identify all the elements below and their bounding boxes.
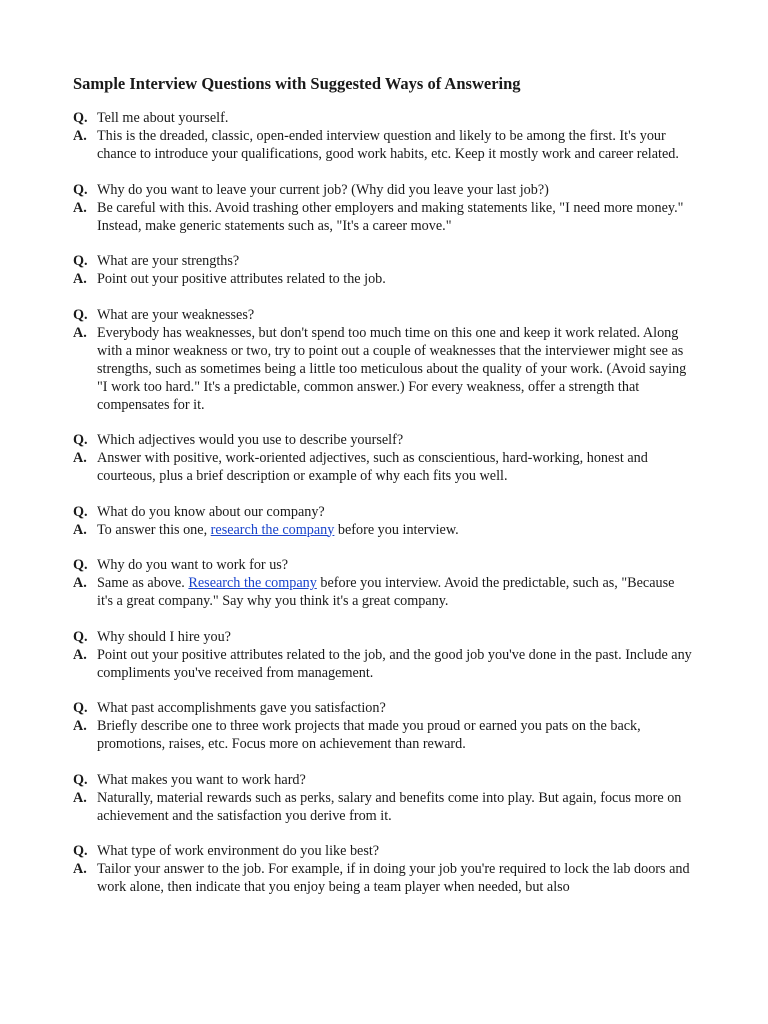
answer-marker: A. — [73, 324, 87, 341]
answer-text: Point out your positive attributes related to the job. — [97, 271, 386, 287]
answer-marker: A. — [73, 271, 87, 287]
question-marker: Q. — [73, 306, 88, 323]
qa-item — [73, 556, 693, 610]
question-row — [73, 109, 693, 127]
question-text: Which adjectives would you use to describe yourself? — [97, 432, 404, 448]
question-row — [73, 771, 693, 789]
question-text: What are your strengths? — [97, 253, 240, 269]
question-text: Why do you want to leave your current job? (Why did you leave your last job?) — [97, 181, 549, 198]
answer-marker: A. — [73, 646, 87, 663]
question-row — [73, 503, 693, 521]
qa-item — [73, 109, 693, 163]
question-text: What past accomplishments gave you satisfaction? — [97, 700, 386, 716]
document-title: Sample Interview Questions with Suggested Ways of Answering — [73, 74, 521, 93]
answer-row — [73, 324, 693, 414]
answer-marker: A. — [73, 718, 87, 734]
answer-marker: A. — [73, 199, 87, 216]
qa-item — [73, 181, 693, 235]
document-page — [73, 73, 693, 914]
question-text: Why should I hire you? — [97, 628, 231, 645]
answer-text-after: before you interview. Avoid the predictable, such as, "Because it's a great company." Say why you think it's a great company. — [97, 575, 675, 609]
question-marker: Q. — [73, 700, 88, 716]
answer-marker: A. — [73, 789, 87, 806]
answer-text-after: before you interview. — [334, 521, 459, 538]
question-text: What type of work environment do you like best? — [97, 843, 380, 859]
question-marker: Q. — [73, 771, 88, 788]
answer-row — [73, 717, 693, 753]
question-marker: Q. — [73, 253, 88, 269]
answer-row — [73, 789, 693, 825]
qa-item — [73, 252, 693, 288]
answer-text: Be careful with this. Avoid trashing other employers and making statements like, "I need more money." Instead, make generic statements such as, "It's a career move." — [97, 199, 684, 234]
answer-text: Answer with positive, work-oriented adjectives, such as conscientious, hard-working, honest and courteous, plus a brief description or example of why each fits you well. — [97, 450, 648, 484]
question-marker: Q. — [73, 181, 88, 198]
answer-row — [73, 574, 693, 610]
answer-text: Point out your positive attributes related to the job, and the good job you've done in the past. Include any compliments you've received from management. — [97, 646, 692, 681]
answer-row — [73, 270, 693, 288]
answer-text-before: To answer this one, — [97, 521, 211, 538]
answer-text: Naturally, material rewards such as perks, salary and benefits come into play. But again, focus more on achievement and the satisfaction you derive from it. — [97, 789, 682, 824]
answer-row — [73, 521, 693, 539]
qa-item — [73, 431, 693, 485]
qa-item — [73, 306, 693, 414]
qa-item — [73, 699, 693, 753]
question-text: What makes you want to work hard? — [97, 771, 306, 788]
question-text: What are your weaknesses? — [97, 306, 255, 323]
answer-text: Everybody has weaknesses, but don't spend too much time on this one and keep it work related. Along with a minor weakness or two, try to point out a couple of weaknesses that the interviewer might see as strengths, such as sometimes being a little too meticulous about the quality of your work. (Avoid saying "I work too hard." It's a predictable, common answer.) For every weakness, offer a strength that compensates for it. — [97, 324, 687, 413]
answer-row — [73, 449, 693, 485]
answer-marker: A. — [73, 575, 87, 591]
answer-text — [97, 574, 693, 610]
answer-marker: A. — [73, 128, 87, 144]
qa-item — [73, 842, 693, 896]
question-marker: Q. — [73, 843, 88, 859]
answer-row — [73, 860, 693, 896]
answer-marker: A. — [73, 861, 87, 877]
answer-text: Briefly describe one to three work projects that made you proud or earned you pats on the back, promotions, raises, etc. Focus more on achievement than reward. — [97, 718, 641, 752]
answer-text — [97, 521, 693, 539]
research-company-link[interactable]: research the company — [210, 521, 335, 538]
qa-item — [73, 628, 693, 682]
answer-row — [73, 199, 693, 235]
question-row — [73, 252, 693, 270]
question-marker: Q. — [73, 432, 88, 448]
question-text: Why do you want to work for us? — [97, 557, 289, 573]
question-marker: Q. — [73, 110, 88, 126]
answer-marker: A. — [73, 521, 87, 538]
question-row — [73, 699, 693, 717]
question-marker: Q. — [73, 557, 88, 573]
question-marker: Q. — [73, 503, 88, 520]
answer-row — [73, 127, 693, 163]
question-row — [73, 431, 693, 449]
question-row — [73, 556, 693, 574]
qa-item — [73, 771, 693, 825]
answer-marker: A. — [73, 450, 87, 466]
answer-text: Tailor your answer to the job. For example, if in doing your job you're required to lock the lab doors and work alone, then indicate that you enjoy being a team player when needed, but also — [97, 861, 690, 895]
qa-item — [73, 503, 693, 539]
answer-row — [73, 646, 693, 682]
research-company-link[interactable]: Research the company — [188, 575, 317, 591]
question-text: What do you know about our company? — [97, 503, 325, 520]
question-row — [73, 628, 693, 646]
question-row — [73, 306, 693, 324]
question-text: Tell me about yourself. — [97, 110, 229, 126]
answer-text-before: Same as above. — [97, 575, 189, 591]
answer-text: This is the dreaded, classic, open-ended interview question and likely to be among the first. It's your chance to introduce your qualifications, good work habits, etc. Keep it mostly work and career related. — [97, 128, 679, 162]
question-marker: Q. — [73, 628, 88, 645]
question-row — [73, 842, 693, 860]
question-row — [73, 181, 693, 199]
